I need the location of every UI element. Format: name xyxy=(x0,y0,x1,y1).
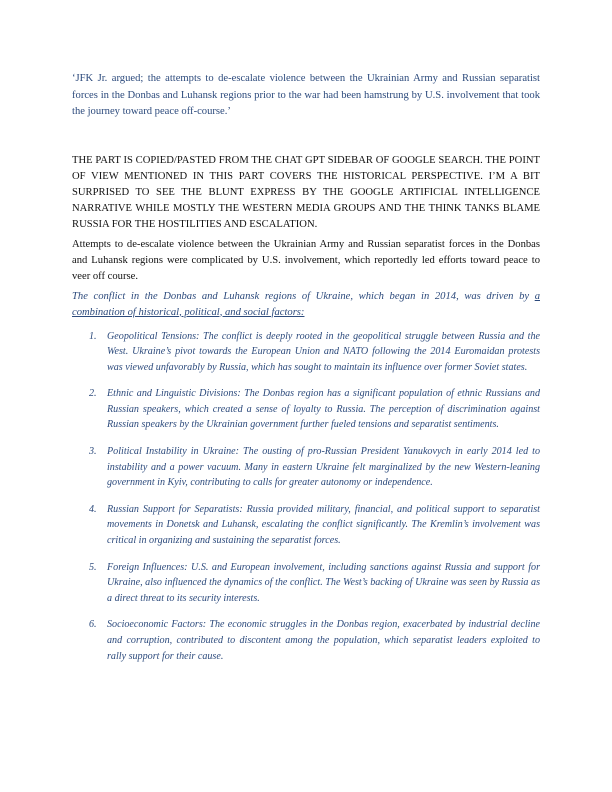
list-item xyxy=(89,502,540,549)
intro-text: The conflict in the Donbas and Luhansk regions of Ukraine, which began in 2014, was driven by xyxy=(72,290,530,302)
quote-paragraph: ‘JFK Jr. argued; the attempts to de-escalate violence between the Ukrainian Army and Russian separatist forces in the Donbas and Luhansk regions prior to the war had been hamstrung by U.S. involvement that took the journey toward peace off-course.’ xyxy=(72,73,540,117)
factors-list xyxy=(72,329,540,665)
intro-underlined-text: a combination of historical, political, and social factors: xyxy=(72,290,540,318)
list-item-text: Political Instability in Ukraine: The ousting of pro-Russian President Yanukovych in early 2014 led to instability and a power vacuum. Many in eastern Ukraine felt marginalized by the new Western-leaning government in Kyiv, contributing to calls for greater autonomy or independence. xyxy=(107,446,540,489)
list-item-number: 5. xyxy=(89,561,97,573)
list-item-text: Ethnic and Linguistic Divisions: The Donbas region has a significant population of ethnic Russians and Russian speakers, which created a sense of loyalty to Russia. The perception of discrimination against Russian speakers by the Ukrainian government further fueled tensions and separatist sentiments. xyxy=(107,388,540,431)
list-item-text: Russian Support for Separatists: Russia provided military, financial, and political support to separatist movements in Donetsk and Luhansk, escalating the conflict significantly. The Kremlin’s involvement was critical in organizing and sustaining the separatist forces. xyxy=(107,503,540,547)
list-item xyxy=(89,386,540,433)
list-item-number: 6. xyxy=(89,619,97,631)
list-item-text: Socioeconomic Factors: The economic struggles in the Donbas region, exacerbated by industrial decline and corruption, contributed to discontent among the population, which separatist leaders exploited to rally support for their cause. xyxy=(107,619,540,662)
author-note-paragraph: THE PART IS COPIED/PASTED FROM THE CHAT GPT SIDEBAR OF GOOGLE SEARCH. THE POINT OF VIEW MENTIONED IN THIS PART COVERS THE HISTORICAL PERSPECTIVE. I’M A BIT SURPRISED TO SEE THE BLUNT EXPRESS BY THE GOOGLE ARTIFICIAL INTELLIGENCE NARRATIVE WHILE MOSTLY THE WESTERN MEDIA GROUPS AND THE THINK TANKS BLAME RUSSIA FOR THE HOSTILITIES AND ESCALATION. xyxy=(72,154,540,230)
list-item xyxy=(89,444,540,491)
list-item-number: 4. xyxy=(89,503,97,515)
list-item xyxy=(89,329,540,376)
list-item xyxy=(89,617,540,664)
intro-paragraph xyxy=(72,289,540,321)
summary-paragraph: Attempts to de-escalate violence between the Ukrainian Army and Russian separatist forces in the Donbas and Luhansk regions were complicated by U.S. involvement, which reportedly led efforts toward peace to veer off course. xyxy=(72,238,540,282)
list-item-text: Foreign Influences: U.S. and European involvement, including sanctions against Russia and support for Ukraine, also influenced the dynamics of the conflict. The West’s backing of Ukraine was seen by Russia as a direct threat to its security interests. xyxy=(107,561,540,604)
list-item-number: 2. xyxy=(89,388,97,400)
list-item-text: Geopolitical Tensions: The conflict is deeply rooted in the geopolitical struggle between Russia and the West. Ukraine’s pivot towards the European Union and NATO following the 2014 Euromaidan protests was viewed unfavorably by Russia, which has sought to maintain its influence over former Soviet states. xyxy=(107,330,540,373)
list-item-number: 3. xyxy=(89,446,97,458)
list-item xyxy=(89,560,540,607)
list-item-number: 1. xyxy=(89,330,97,342)
document-page xyxy=(72,71,540,664)
